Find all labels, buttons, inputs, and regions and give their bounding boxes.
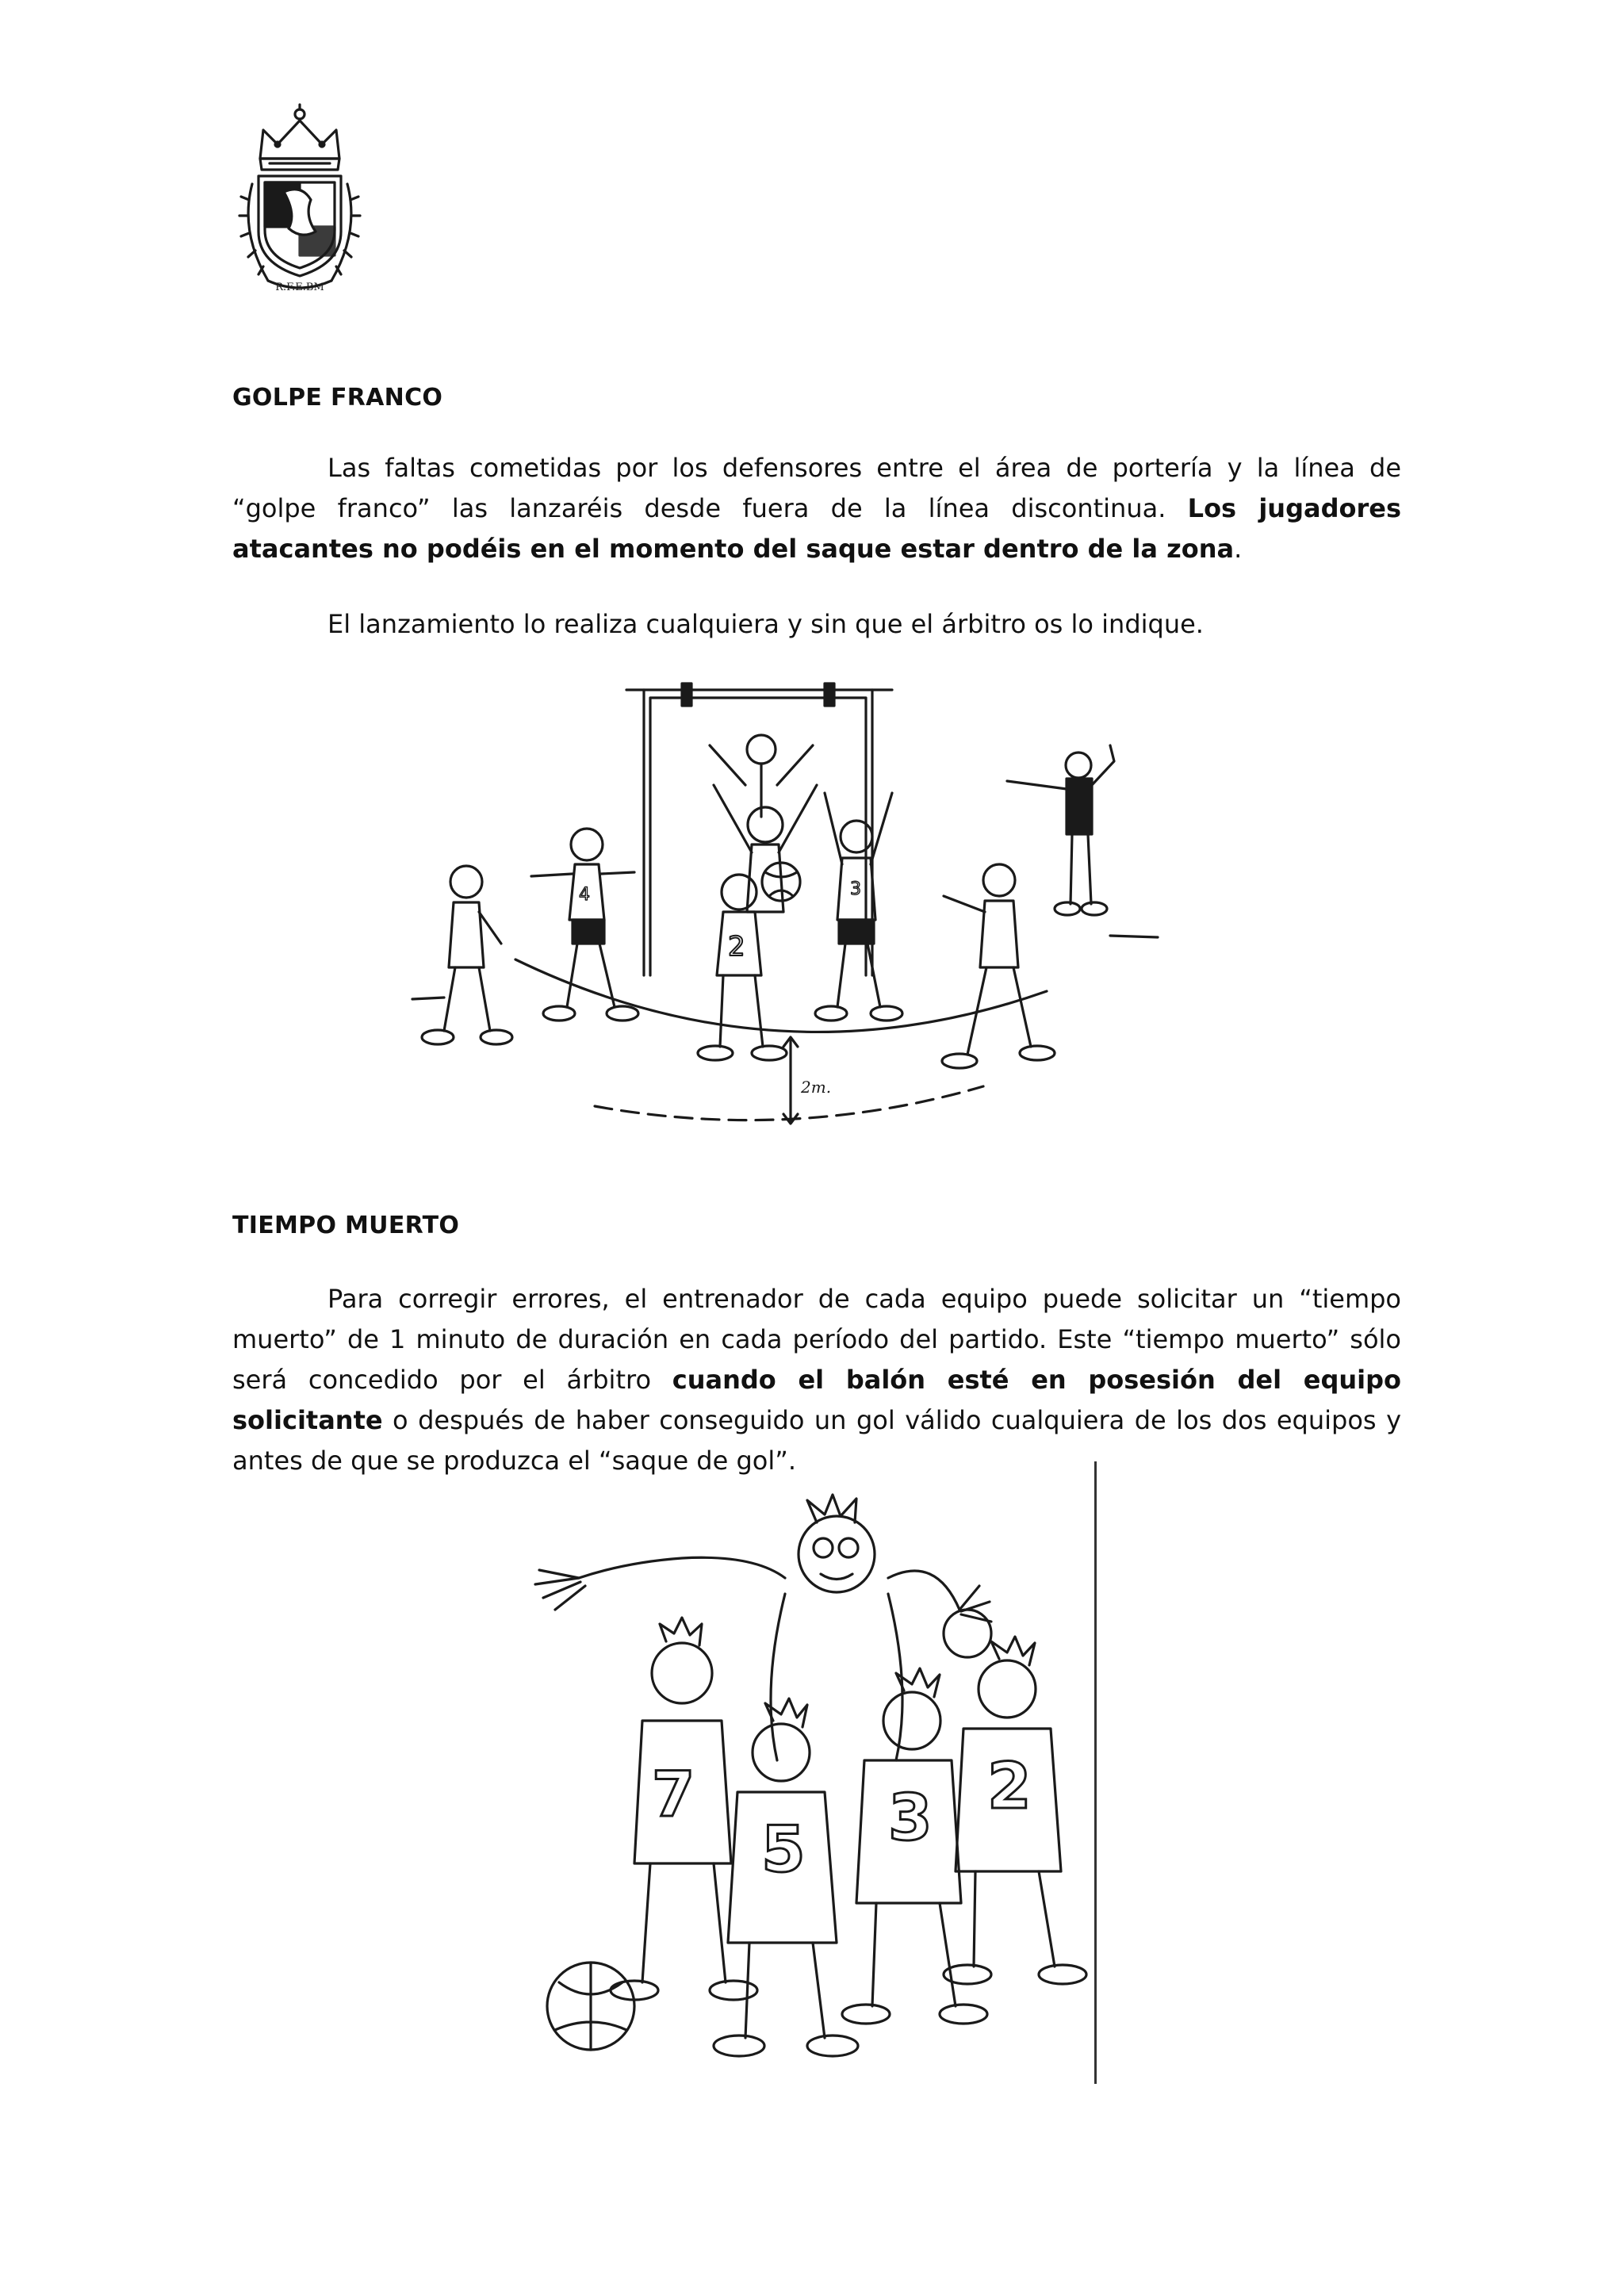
golpe-franco-paragraph: Las faltas cometidas por los defensores entre el área de portería y la línea de “golpe franco” las lanzaréis desde fuera de la línea discontinua. Los jugadores atacantes no podéis en el momento del saque estar dentro de la zona. [232,453,1402,564]
jersey-number-5: 5 [761,1813,806,1886]
jersey-number-7: 7 [652,1760,695,1831]
golpe-franco-text: Las faltas cometidas por los defensores entre el área de portería y la línea de “golpe franco” las lanzaréis desde fuera de la línea discontinua. [232,453,1401,523]
distance-label: 2m. [801,1078,832,1097]
svg-text:4: 4 [579,885,590,905]
federation-crest-logo [228,97,371,306]
tiempo-muerto-paragraph: Para corregir errores, el entrenador de cada equipo puede solicitar un “tiempo muerto” de 1 minuto de duración en cada período del partido. Este “tiempo muerto” sólo será concedido por el árbitro cuando el balón esté en posesión del equipo solicitante o después de haber conseguido un gol válido cualquiera de los dos equipos y antes de que se produzca el “saque de gol”. [232,1284,1402,1476]
svg-text:3: 3 [850,879,861,899]
golpe-franco-paragraph-2: El lanzamiento lo realiza cualquiera y sin que el árbitro os lo indique. [327,609,1204,639]
section-heading-tiempo-muerto: TIEMPO MUERTO [232,1212,460,1239]
vertical-divider-line [1094,1461,1097,2084]
jersey-number-3: 3 [888,1781,933,1855]
section-heading-golpe-franco: GOLPE FRANCO [232,384,443,412]
svg-text:R.F.E.BM: R.F.E.BM [275,281,324,293]
tiempo-muerto-bold-rule: cuando el balón esté en posesión del equipo solicitante [232,1365,1402,1435]
golpe-franco-bold-rule: Los jugadores atacantes no podéis en el momento del saque estar dentro de la zona [232,493,1402,564]
timeout-team-huddle-illustration [523,1491,1094,2078]
free-throw-illustration [396,674,1189,1150]
svg-text:2: 2 [728,931,745,963]
jersey-number-2: 2 [987,1749,1032,1823]
